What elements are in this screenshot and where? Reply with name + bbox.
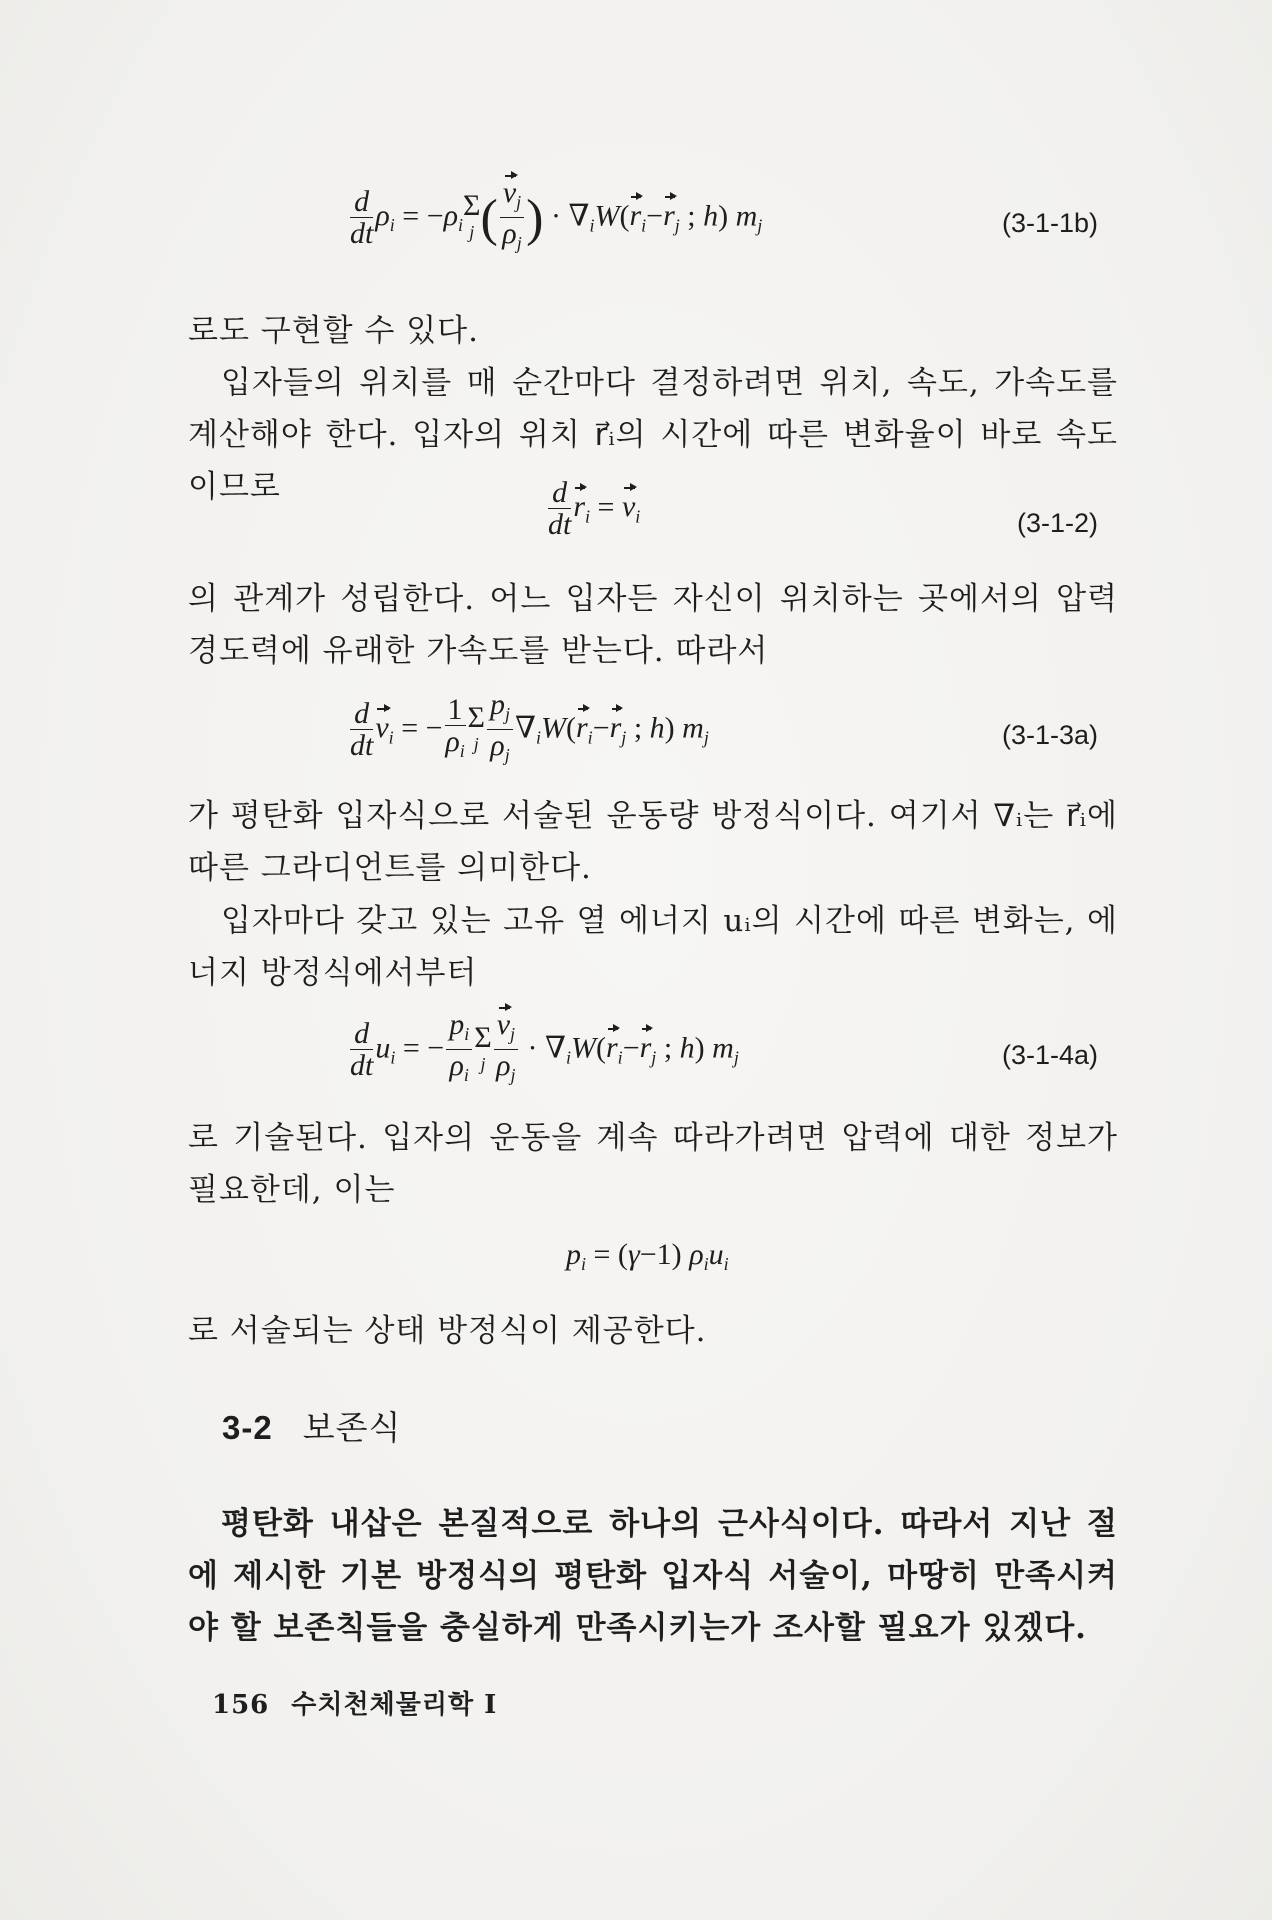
equation-3-1-4a: $\frac{d}{dt}$ $u_i$ = − $\frac{p_i}{\rho_i}$ Σ j $\frac{v_j}{\rho_j}$ · $\nabla_iW(r_i-r_j$ ; h) $m_j$ (3-1-4a) [350,1008,1098,1085]
equation-3-1-3a: $\frac{d}{dt}$ $v_i$ = − $\frac{1}{\rho_i}$ Σ j $\frac{p_j}{\rho_j}$ $\nabla_iW(r_i-r_j$ ; h) $m_j$ (3-1-3a) [350,688,1098,765]
paragraph: 로 기술된다. 입자의 운동을 계속 따라가려면 압력에 대한 정보가 필요한데, 이는 [188,1120,1118,1208]
equation-of-state: $p_i = (\gamma-1)$ $\rho_iu_i$ [566,1238,729,1274]
paragraph: 로도 구현할 수 있다. [188,313,479,349]
equation-3-1-1b: $\frac{d}{dt}$ $\rho_i = -\rho_i$ Σ j ( $\frac{v_j}{\rho_j}$ ) · $\nabla_iW(r_i-r_j$ ; h) $m_j$ (3-1-1b) [350,176,1098,253]
section-title: 보존식 [302,1409,402,1446]
paragraph: 로 서술되는 상태 방정식이 제공한다. [188,1313,707,1349]
paragraph: 입자마다 갖고 있는 고유 열 에너지 uᵢ의 시간에 따른 변화는, 에너지 방정식에서부터 [188,903,1118,991]
paragraph: 평탄화 내삽은 본질적으로 하나의 근사식이다. 따라서 지난 절에 제시한 기본 방정식의 평탄화 입자식 서술이, 마땅히 만족시켜야 할 보존칙들을 충실하게 만족시키는가 조사할 필요가 있겠다. [188,1506,1118,1646]
equation-number: (3-1-2) [1016,508,1098,538]
paragraph: 의 관계가 성립한다. 어느 입자든 자신이 위치하는 곳에서의 압력 경도력에 유래한 가속도를 받는다. 따라서 [188,581,1118,669]
equation-number: (3-1-3a) [1001,720,1098,750]
equation-3-1-2: $\frac{d}{dt}$ $r_i = v_i$ (3-1-2) [548,476,1098,541]
paragraph: 입자들의 위치를 매 순간마다 결정하려면 위치, 속도, 가속도를 계산해야 한다. 입자의 위치 r⃗ᵢ의 시간에 따른 변화율이 바로 속도이므로 [188,365,1118,505]
book-title: 수치천체물리학 Ⅰ [291,1690,498,1720]
page-number: 156 [212,1690,270,1720]
equation-number: (3-1-1b) [1001,208,1098,238]
section-number: 3-2 [222,1409,273,1446]
paragraph: 가 평탄화 입자식으로 서술된 운동량 방정식이다. 여기서 ∇ᵢ는 r⃗ᵢ에 따른 그라디언트를 의미한다. [188,798,1118,886]
section-heading [222,1402,401,1449]
equation-number: (3-1-4a) [1001,1040,1098,1070]
page-footer [212,1684,497,1721]
